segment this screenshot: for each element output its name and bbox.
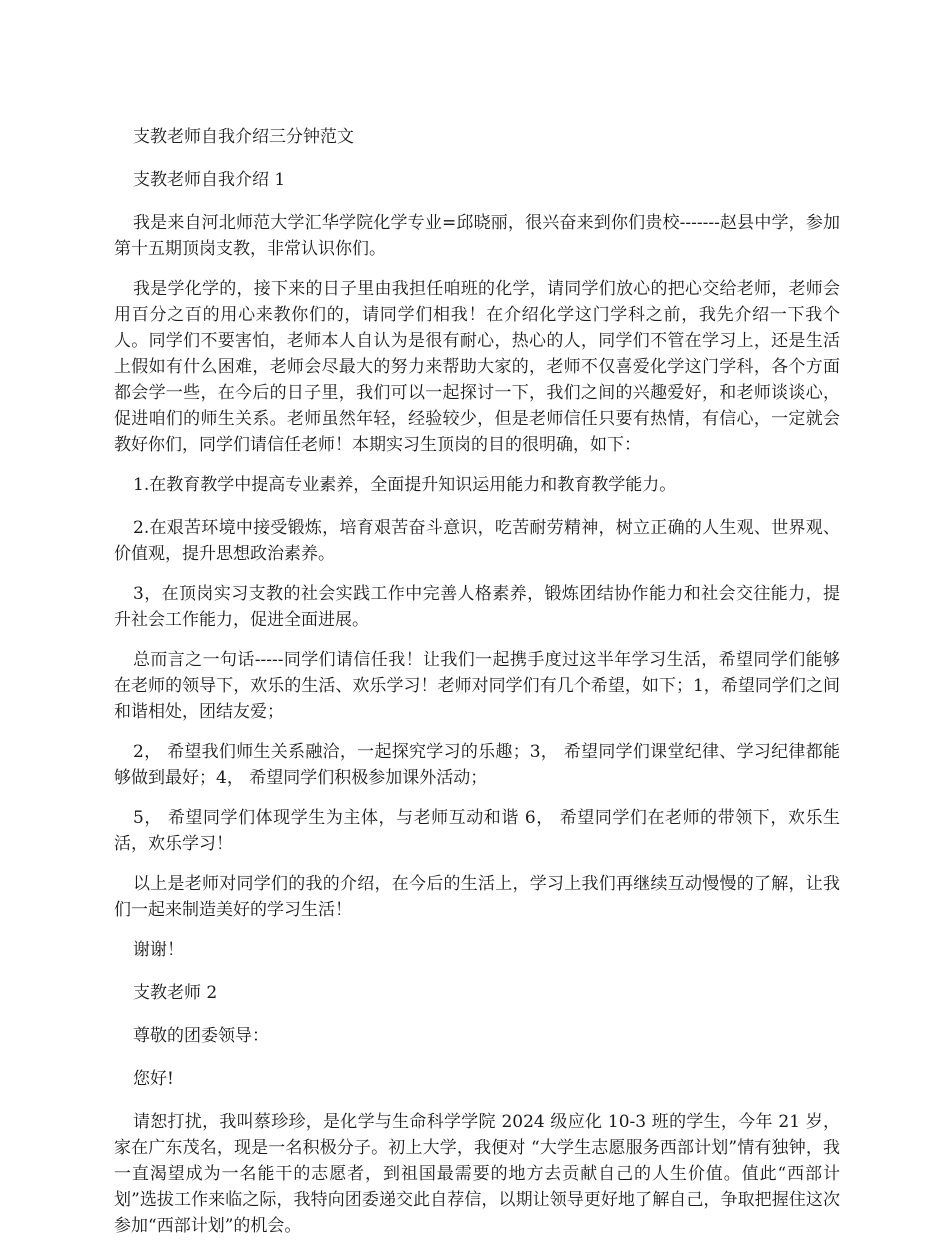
salutation: 尊敬的团委领导：	[133, 1026, 269, 1046]
paragraph: 5， 希望同学们体现学生为主体，与老师互动和谐 6， 希望同学们在老师的带领下，欢乐生活，欢乐学习！	[114, 808, 840, 854]
paragraph: 以上是老师对同学们的我的介绍，在今后的生活上，学习上我们再继续互动慢慢的了解，让我们一起来制造美好的学习生活！	[114, 874, 840, 920]
section-heading-2: 支教老师 2	[133, 983, 218, 1003]
paragraph: 请恕打扰，我叫蔡珍珍，是化学与生命科学学院 2024 级应化 10-3 班的学生，今年 21 岁，家在广东茂名，现是一名积极分子。初上大学，我便对 “大学生志愿服务西部计划”情有独钟，我一直渴望成为一名能干的志愿者，到祖国最需要的地方去贡献自己的人生价值。值此“西部计划”选拔工作来临之际，我特向团委递交此自荐信，以期让领导更好地了解自己，争取把握住这次参加“西部计划”的机会。	[114, 1112, 840, 1236]
paragraph: 我是来自河北师范大学汇华学院化学专业=邱晓丽，很兴奋来到你们贵校-------赵县中学，参加第十五期顶岗支教，非常认识你们。	[114, 213, 840, 259]
list-item-goal-3: 3，在顶岗实习支教的社会实践工作中完善人格素养，锻炼团结协作能力和社会交往能力，提升社会工作能力，促进全面进展。	[114, 584, 840, 630]
greeting: 您好!	[133, 1069, 174, 1089]
document-page	[114, 124, 840, 1253]
thanks-line: 谢谢！	[133, 940, 184, 960]
paragraph: 2， 希望我们师生关系融洽，一起探究学习的乐趣；3， 希望同学们课堂纪律、学习纪律都能够做到最好；4， 希望同学们积极参加课外活动；	[114, 742, 840, 788]
section-heading-1: 支教老师自我介绍 1	[133, 170, 286, 190]
paragraph: 我是学化学的，接下来的日子里由我担任咱班的化学，请同学们放心的把心交给老师，老师会用百分之百的用心来教你们的，请同学们相我！在介绍化学这门学科之前，我先介绍一下我个人。同学们不要害怕，老师本人自认为是很有耐心，热心的人，同学们不管在学习上，还是生活上假如有什么困难，老师会尽最大的努力来帮助大家的，老师不仅喜爱化学这门学科，各个方面都会学一些，在今后的日子里，我们可以一起探讨一下，我们之间的兴趣爱好，和老师谈谈心，促进咱们的师生关系。老师虽然年轻，经验较少，但是老师信任只要有热情，有信心，一定就会教好你们，同学们请信任老师！本期实习生顶岗的目的很明确，如下：	[114, 279, 840, 455]
paragraph: 总而言之一句话-----同学们请信任我！让我们一起携手度过这半年学习生活，希望同学们能够在老师的领导下，欢乐的生活、欢乐学习！老师对同学们有几个希望，如下；1，希望同学们之间和谐相处，团结友爱；	[114, 650, 840, 722]
list-item-goal-2: 2.在艰苦环境中接受锻炼，培育艰苦奋斗意识，吃苦耐劳精神，树立正确的人生观、世界观、价值观，提升思想政治素养。	[114, 518, 840, 564]
document-title: 支教老师自我介绍三分钟范文	[133, 127, 354, 147]
list-item-goal-1: 1.在教育教学中提高专业素养，全面提升知识运用能力和教育教学能力。	[133, 475, 677, 495]
